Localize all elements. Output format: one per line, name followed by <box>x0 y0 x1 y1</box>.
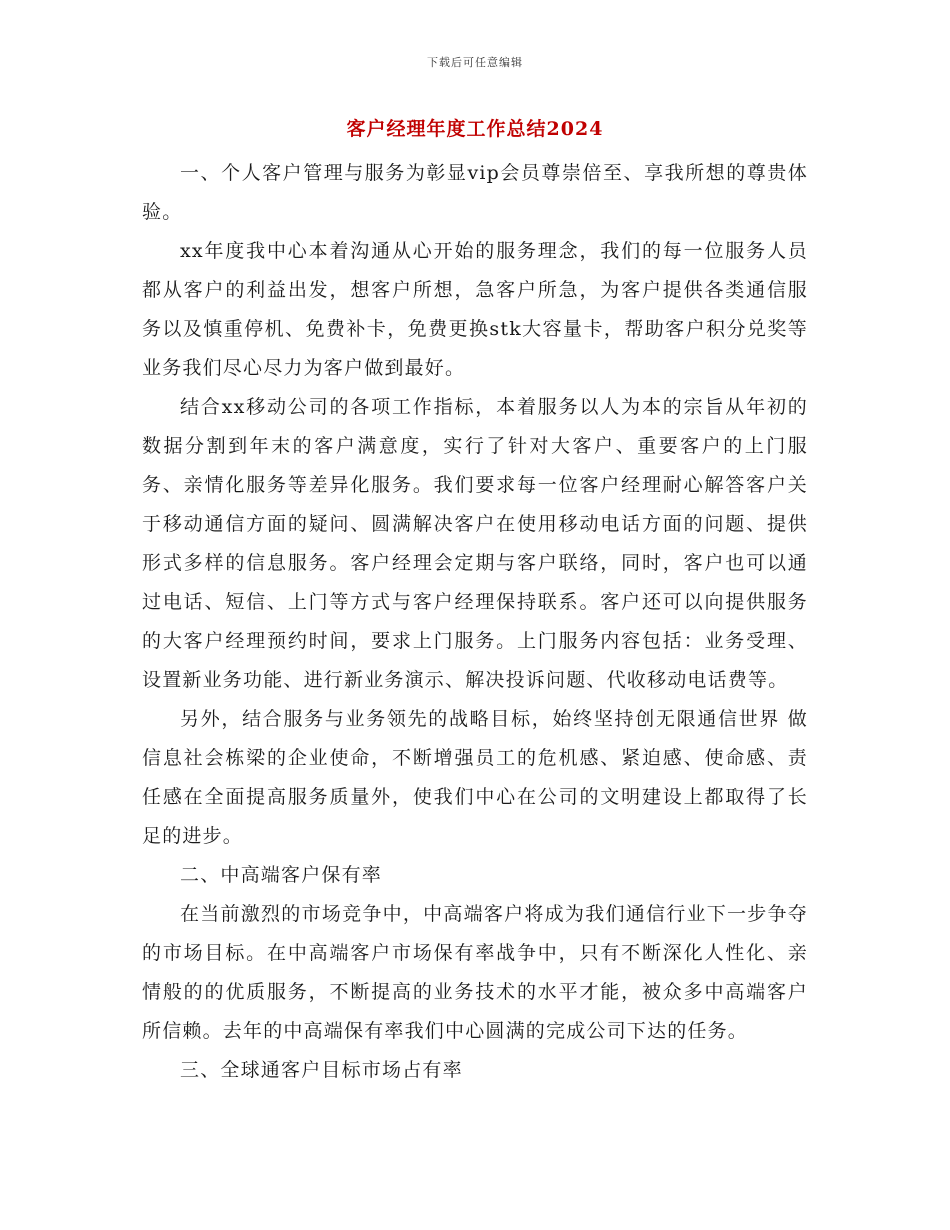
paragraph-strategic-goal: 另外，结合服务与业务领先的战略目标，始终坚持创无限通信世界 做信息社会栋梁的企业使命，不断增强员工的危机感、紧迫感、使命感、责任感在全面提高服务质量外，使我们中心在公司的文明建设上都取得了长足的进步。 <box>142 708 808 847</box>
paragraph-intro-personal-service: 一、个人客户管理与服务为彰显vip会员尊崇倍至、享我所想的尊贵体验。 <box>142 162 808 223</box>
paragraph-differentiated-service: 结合xx移动公司的各项工作指标，本着服务以人为本的宗旨从年初的数据分割到年末的客户满意度，实行了针对大客户、重要客户的上门服务、亲情化服务等差异化服务。我们要求每一位客户经理耐心解答客户关于移动通信方面的疑问、圆满解决客户在使用移动电话方面的问题、提供形式多样的信息服务。客户经理会定期与客户联络，同时，客户也可以通过电话、短信、上门等方式与客户经理保持联系。客户还可以向提供服务的大客户经理预约时间，要求上门服务。上门服务内容包括：业务受理、设置新业务功能、进行新业务演示、解决投诉问题、代收移动电话费等。 <box>142 396 808 691</box>
paragraph-high-end-retention: 在当前激烈的市场竞争中，中高端客户将成为我们通信行业下一步争夺的市场目标。在中高端客户市场保有率战争中，只有不断深化人性化、亲情般的的优质服务，不断提高的业务技术的水平才能，被众多中高端客户所信赖。去年的中高端保有率我们中心圆满的完成公司下达的任务。 <box>142 903 808 1042</box>
document-title: 客户经理年度工作总结2024 <box>346 118 604 140</box>
header-note: 下载后可任意编辑 <box>427 56 523 69</box>
paragraph-service-philosophy: xx年度我中心本着沟通从心开始的服务理念，我们的每一位服务人员都从客户的利益出发，想客户所想，急客户所急，为客户提供各类通信服务以及慎重停机、免费补卡，免费更换stk大容量卡，帮助客户积分兑奖等业务我们尽心尽力为客户做到最好。 <box>142 240 808 379</box>
section-heading-global-market-share: 三、全球通客户目标市场占有率 <box>180 1059 463 1081</box>
document-body <box>142 154 808 1090</box>
section-heading-high-end-retention: 二、中高端客户保有率 <box>180 864 383 886</box>
